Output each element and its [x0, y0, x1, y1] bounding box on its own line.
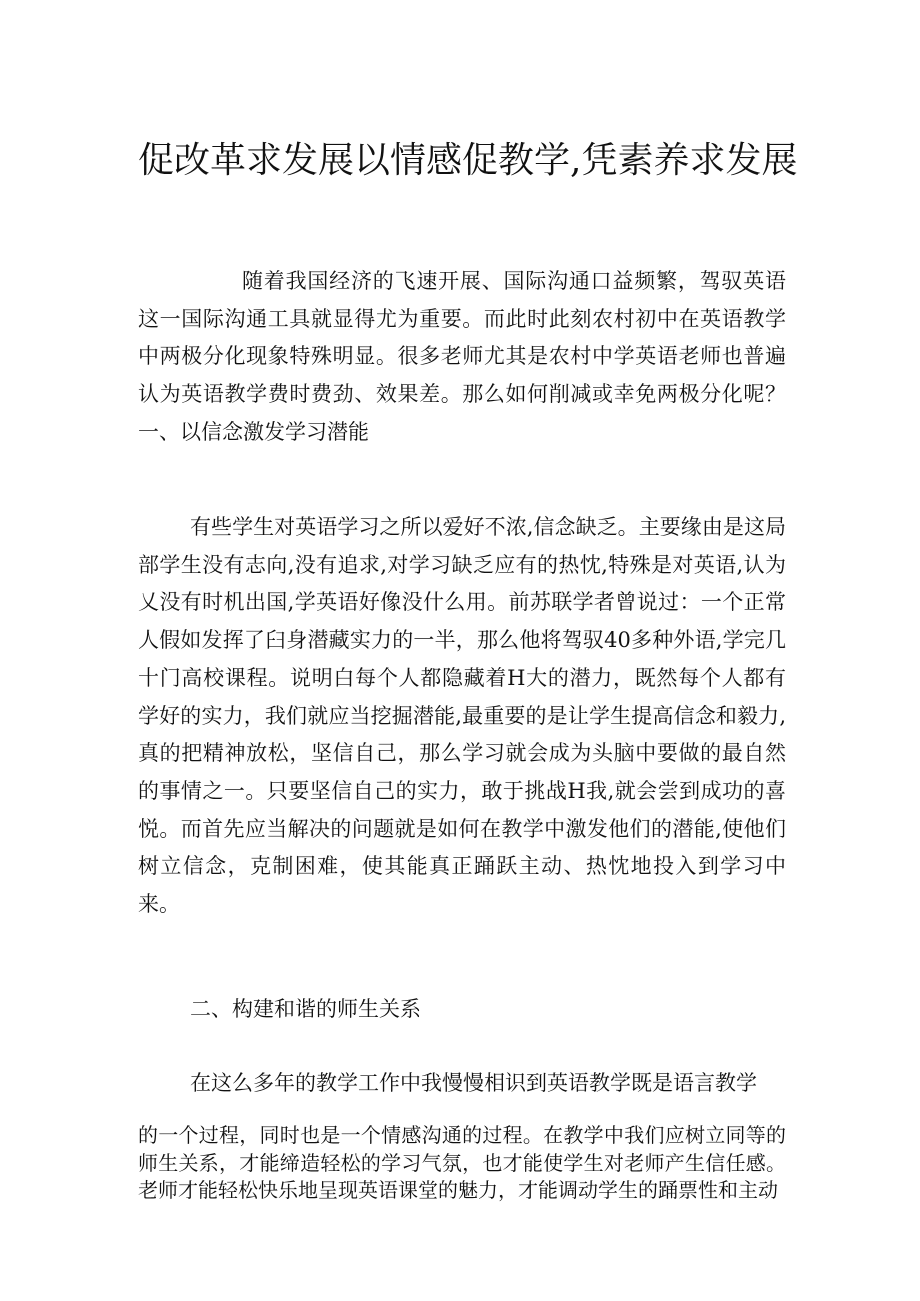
document-title: 促改革求发展以情感促教学,凭素养求发展: [138, 140, 798, 181]
paragraph-confidence: 有些学生对英语学习之所以爱好不浓,信念缺乏。主要缘由是这局部学生没有志向,没有追求,对学习缺乏应有的热忱,特殊是对英语,认为乂没有时机出国,学英语好像没什么用。前苏联学者曾说过：一个正常人假如发挥了臼身潜藏实力的一半，那么他将驾驭40多种外语,学完几十门高校课程。说明白每个人都隐藏着H大的潜力，既然每个人都有学好的实力，我们就应当挖掘潜能,最重要的是让学生提高信念和毅力,真的把精神放松，坚信自己，那么学习就会成为头脑中要做的最自然的事情之一。只要坚信自己的实力，敢于挑战H我,就会尝到成功的喜悦。而首先应当解决的问题就是如何在教学中激发他们的潜能,使他们树立信念，克制困难，使其能真正踊跃主动、热忱地投入到学习中来。: [138, 515, 786, 917]
paragraph-relationship-continued: 的一个过程，同时也是一个情感沟通的过程。在教学中我们应树立同等的师生关系，才能缔造轻松的学习气氛，也才能使学生对老师产生信任感。老师才能轻松快乐地呈现英语课堂的魅力，才能调动学生的踊票性和主动: [138, 1123, 786, 1202]
paragraph-relationship-first-line: 在这么多年的教学工作中我慢慢相识到英语教学既是语言教学: [190, 1071, 757, 1095]
paragraph-intro: 随着我国经济的飞速开展、国际沟通口益频繁，驾驭英语这一国际沟通工具就显得尤为重要。而此时此刻农村初中在英语教学中两极分化现象特殊明显。很多老师尤其是农村中学英语老师也普遍认为英语教学费时费劲、效果差。那么如何削减或幸免两极分化呢？一、以信念激发学习潜能: [138, 269, 786, 444]
section-heading-teacher-student-relationship: 二、构建和谐的师生关系: [190, 997, 421, 1021]
